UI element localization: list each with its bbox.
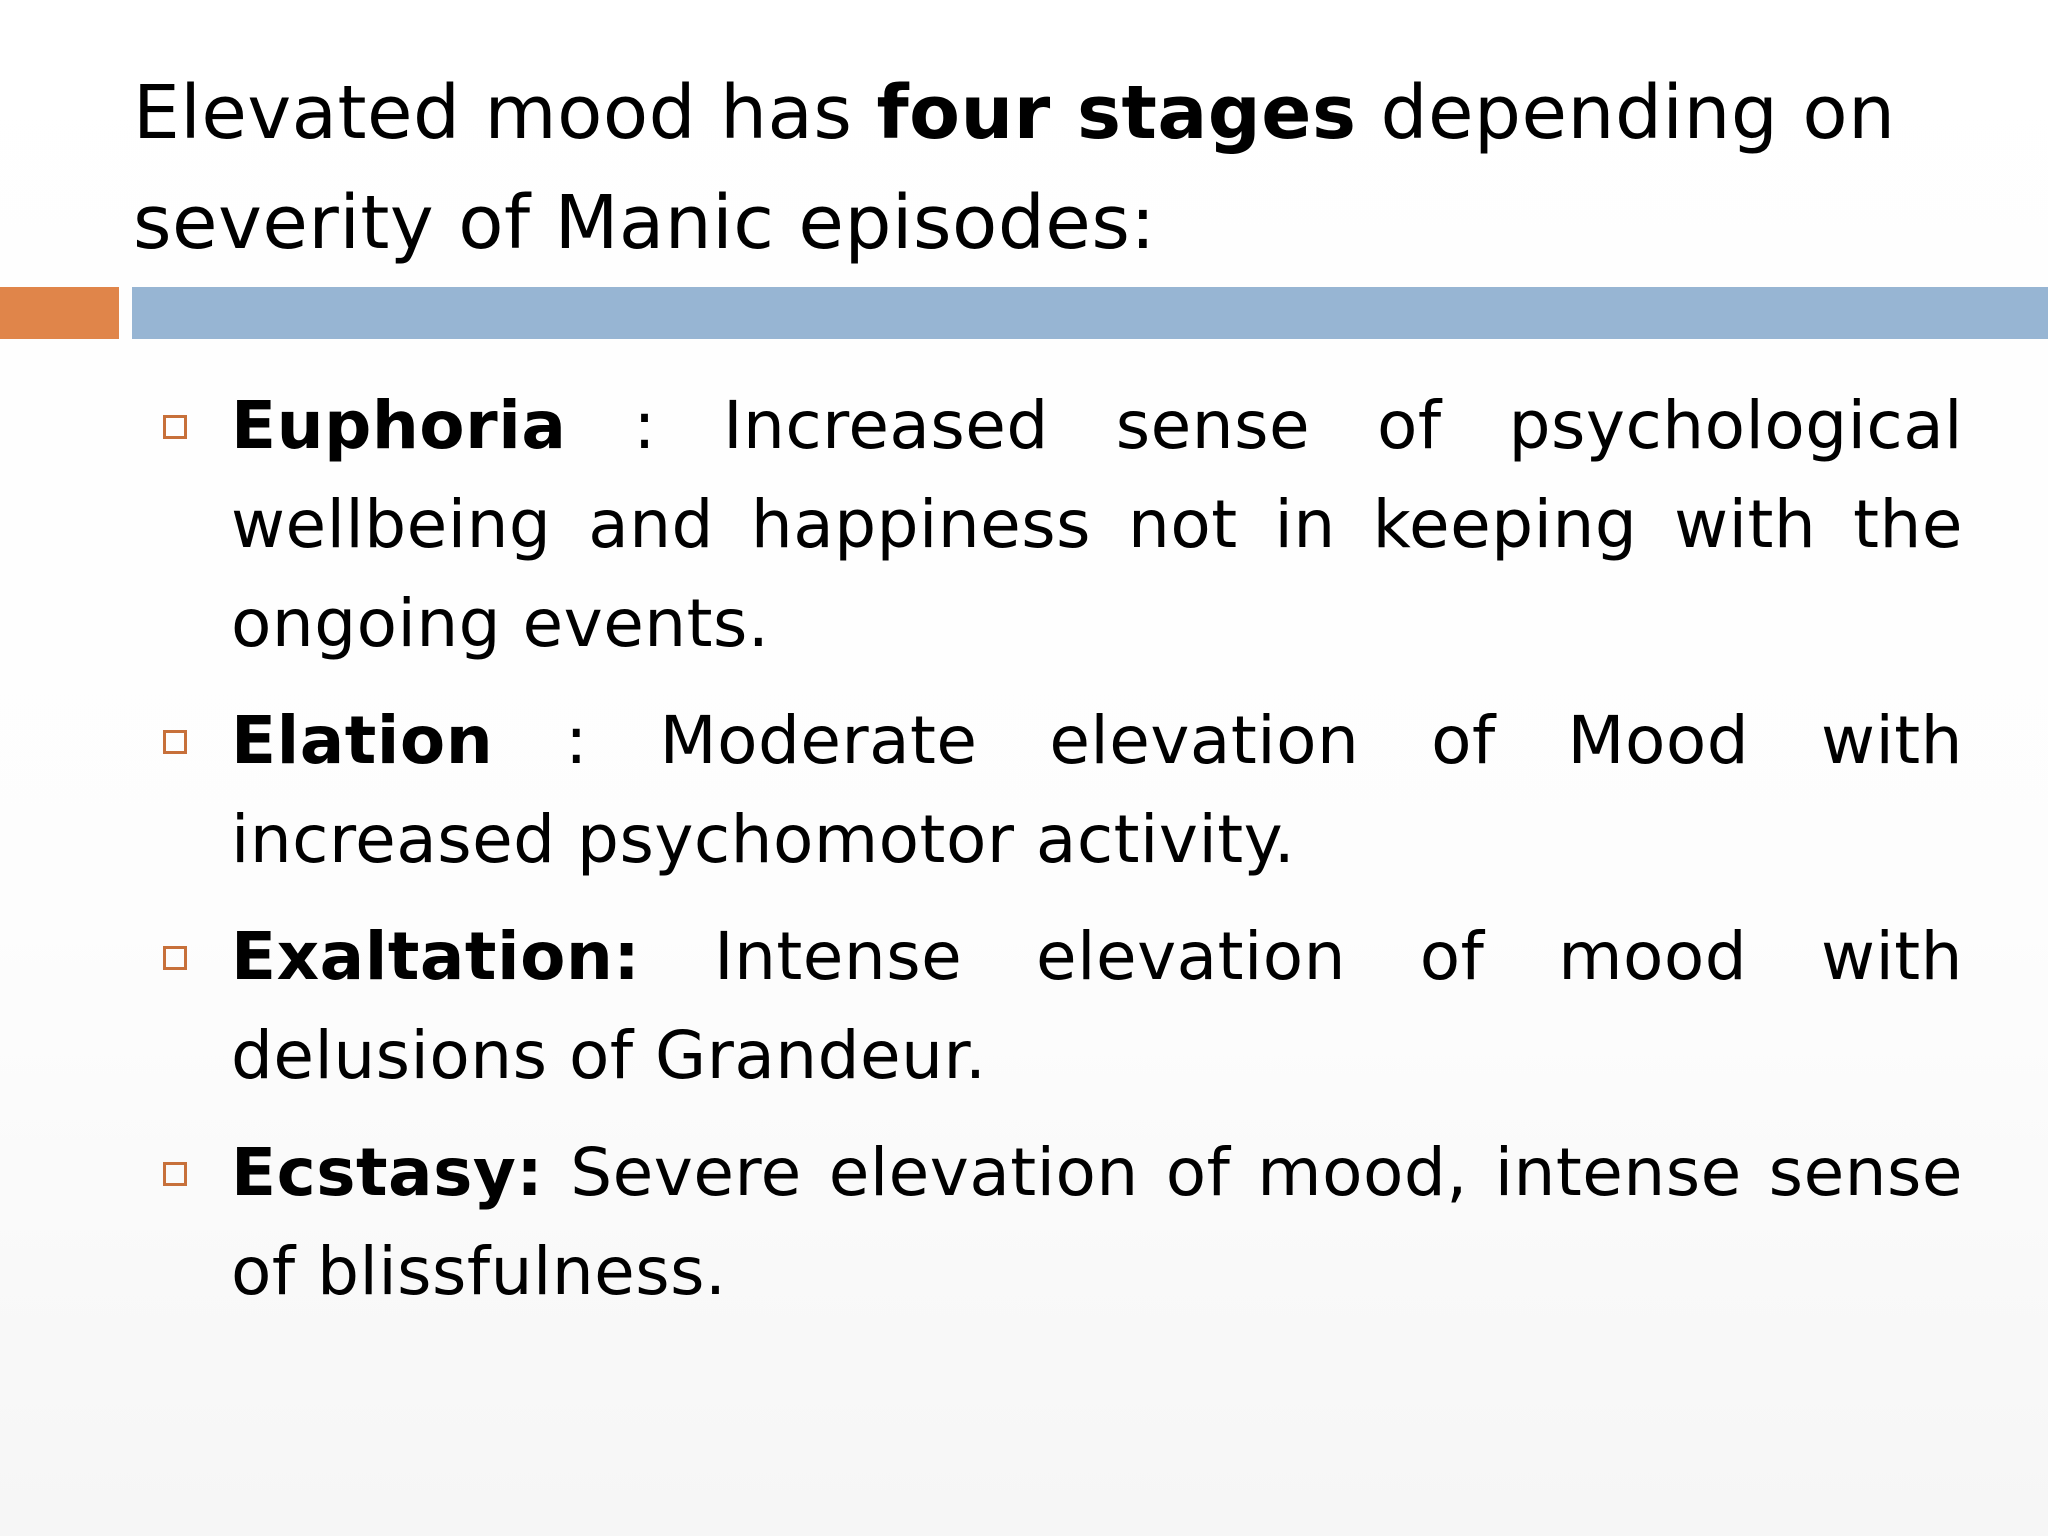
bullet-term: Elation — [231, 702, 494, 779]
bullet-item-euphoria — [155, 376, 1963, 673]
bullet-item-exaltation — [155, 907, 1963, 1105]
title-text-after: depending on severity of Manic episodes: — [133, 70, 1896, 266]
slide-title — [133, 58, 1933, 278]
hollow-square-icon — [163, 1162, 187, 1186]
bullet-item-ecstasy — [155, 1123, 1963, 1321]
bullet-separator: : — [566, 387, 724, 464]
hollow-square-icon — [163, 730, 187, 754]
bullet-term: Ecstasy: — [231, 1134, 544, 1211]
bullet-separator — [543, 1134, 570, 1211]
bullet-separator — [640, 918, 714, 995]
accent-bar-blue — [132, 287, 2048, 339]
bullet-definition: Moderate elevation of Mood with increased psychomotor activity. — [231, 702, 1963, 878]
bullet-separator: : — [493, 702, 660, 779]
bullet-definition: Increased sense of psychological wellbeing and happiness not in keeping with the ongoing events. — [231, 387, 1963, 662]
bullet-definition: Severe elevation of mood, intense sense of blissfulness. — [231, 1134, 1963, 1310]
bullet-definition: Intense elevation of mood with delusions of Grandeur. — [231, 918, 1963, 1094]
title-text-before: Elevated mood has — [133, 70, 877, 156]
accent-bar-orange — [0, 287, 119, 339]
bullet-item-elation — [155, 691, 1963, 889]
hollow-square-icon — [163, 946, 187, 970]
hollow-square-icon — [163, 415, 187, 439]
bullet-list — [155, 376, 1963, 1339]
title-emphasis: four stages — [876, 70, 1357, 156]
bullet-term: Euphoria — [231, 387, 567, 464]
bullet-term: Exaltation: — [231, 918, 641, 995]
